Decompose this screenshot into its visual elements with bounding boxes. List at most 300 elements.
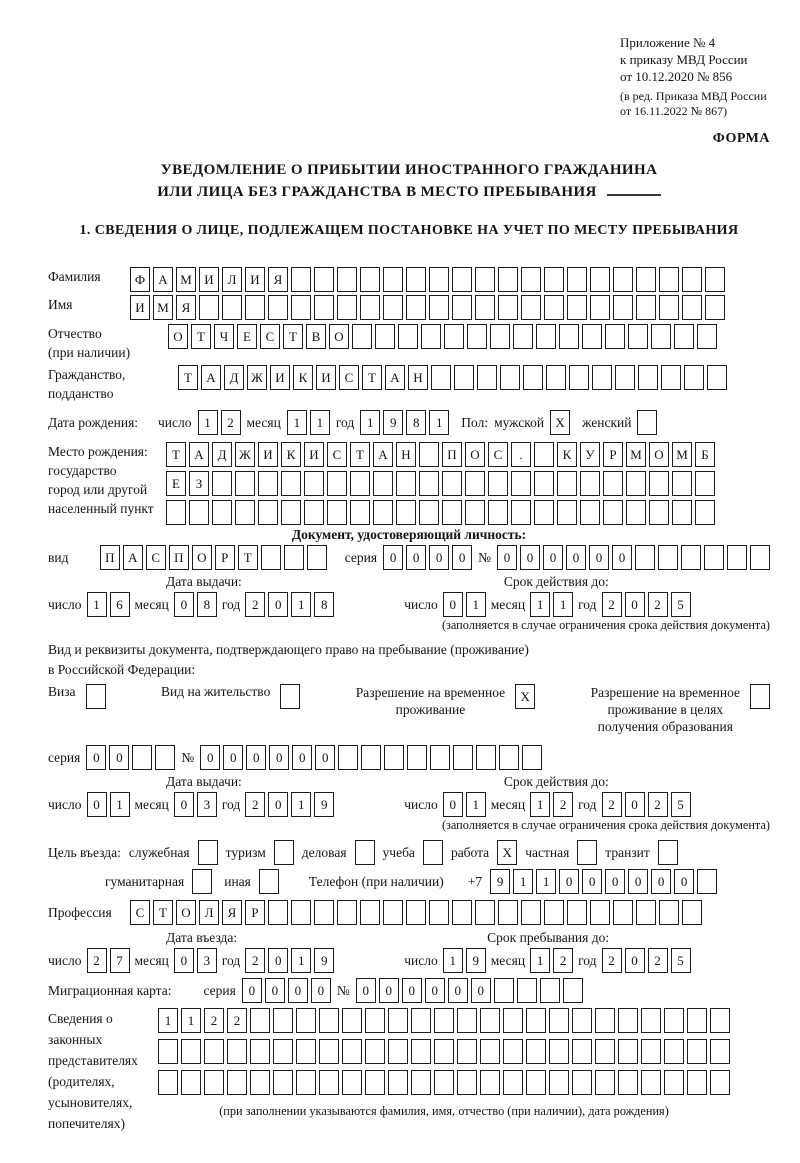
char-cell[interactable] <box>480 1070 500 1095</box>
char-cell[interactable] <box>595 1008 615 1033</box>
char-cell[interactable] <box>429 900 449 925</box>
char-cell[interactable]: Я <box>268 267 288 292</box>
char-cell[interactable]: 0 <box>651 869 671 894</box>
char-cell[interactable] <box>132 745 152 770</box>
char-cell[interactable]: Л <box>222 267 242 292</box>
char-cell[interactable] <box>361 745 381 770</box>
char-cell[interactable] <box>181 1070 201 1095</box>
char-cell[interactable] <box>284 545 304 570</box>
char-cell[interactable] <box>273 1070 293 1095</box>
char-cell[interactable]: И <box>270 365 290 390</box>
char-cell[interactable] <box>365 1039 385 1064</box>
char-cell[interactable]: В <box>306 324 326 349</box>
char-cell[interactable]: 1 <box>443 948 463 973</box>
char-cell[interactable] <box>705 295 725 320</box>
purpose-transit-checkbox-cell[interactable] <box>658 840 678 865</box>
char-cell[interactable]: 2 <box>245 792 265 817</box>
char-cell[interactable]: 5 <box>671 792 691 817</box>
char-cell[interactable]: 0 <box>520 545 540 570</box>
char-cell[interactable] <box>261 545 281 570</box>
char-cell[interactable] <box>258 471 278 496</box>
char-cell[interactable]: 8 <box>314 592 334 617</box>
char-cell[interactable]: Д <box>224 365 244 390</box>
char-cell[interactable]: 2 <box>553 792 573 817</box>
char-cell[interactable]: О <box>192 545 212 570</box>
char-cell[interactable] <box>452 900 472 925</box>
char-cell[interactable] <box>638 365 658 390</box>
char-cell[interactable] <box>672 471 692 496</box>
char-cell[interactable] <box>296 1070 316 1095</box>
char-cell[interactable]: 0 <box>174 592 194 617</box>
char-cell[interactable] <box>373 500 393 525</box>
char-cell[interactable]: Ж <box>247 365 267 390</box>
char-cell[interactable]: 0 <box>288 978 308 1003</box>
char-cell[interactable] <box>664 1008 684 1033</box>
char-cell[interactable] <box>337 900 357 925</box>
char-cell[interactable] <box>517 978 537 1003</box>
char-cell[interactable] <box>442 500 462 525</box>
char-cell[interactable] <box>365 1070 385 1095</box>
char-cell[interactable] <box>398 324 418 349</box>
char-cell[interactable]: 1 <box>198 410 218 435</box>
char-cell[interactable] <box>350 471 370 496</box>
char-cell[interactable]: 2 <box>87 948 107 973</box>
char-cell[interactable]: Р <box>215 545 235 570</box>
char-cell[interactable] <box>457 1070 477 1095</box>
char-cell[interactable]: 0 <box>87 792 107 817</box>
char-cell[interactable] <box>521 900 541 925</box>
purpose-private-checkbox-cell[interactable] <box>577 840 597 865</box>
char-cell[interactable]: 0 <box>471 978 491 1003</box>
char-cell[interactable] <box>557 500 577 525</box>
char-cell[interactable] <box>457 1008 477 1033</box>
char-cell[interactable]: 0 <box>559 869 579 894</box>
char-cell[interactable]: 0 <box>612 545 632 570</box>
char-cell[interactable] <box>595 1070 615 1095</box>
char-cell[interactable] <box>452 267 472 292</box>
char-cell[interactable]: 2 <box>648 592 668 617</box>
char-cell[interactable]: . <box>511 442 531 467</box>
char-cell[interactable] <box>296 1039 316 1064</box>
sex-male-checkbox-cell[interactable]: X <box>550 410 570 435</box>
char-cell[interactable] <box>158 1070 178 1095</box>
char-cell[interactable] <box>419 500 439 525</box>
char-cell[interactable]: 0 <box>452 545 472 570</box>
char-cell[interactable]: М <box>626 442 646 467</box>
char-cell[interactable] <box>480 1039 500 1064</box>
char-cell[interactable] <box>618 1008 638 1033</box>
char-cell[interactable] <box>603 500 623 525</box>
char-cell[interactable]: 0 <box>448 978 468 1003</box>
char-cell[interactable]: 2 <box>602 792 622 817</box>
char-cell[interactable] <box>360 267 380 292</box>
char-cell[interactable] <box>235 471 255 496</box>
char-cell[interactable] <box>641 1039 661 1064</box>
char-cell[interactable] <box>250 1039 270 1064</box>
char-cell[interactable]: Я <box>176 295 196 320</box>
char-cell[interactable] <box>245 295 265 320</box>
char-cell[interactable] <box>626 500 646 525</box>
char-cell[interactable] <box>360 295 380 320</box>
char-cell[interactable] <box>659 267 679 292</box>
char-cell[interactable] <box>434 1039 454 1064</box>
char-cell[interactable]: 2 <box>221 410 241 435</box>
char-cell[interactable] <box>227 1039 247 1064</box>
char-cell[interactable]: 0 <box>223 745 243 770</box>
char-cell[interactable]: 5 <box>671 592 691 617</box>
char-cell[interactable] <box>342 1008 362 1033</box>
char-cell[interactable]: 1 <box>181 1008 201 1033</box>
char-cell[interactable] <box>697 324 717 349</box>
char-cell[interactable]: Т <box>350 442 370 467</box>
char-cell[interactable] <box>476 745 496 770</box>
char-cell[interactable] <box>342 1070 362 1095</box>
char-cell[interactable] <box>204 1039 224 1064</box>
char-cell[interactable] <box>314 900 334 925</box>
char-cell[interactable] <box>526 1070 546 1095</box>
char-cell[interactable] <box>383 900 403 925</box>
char-cell[interactable] <box>636 295 656 320</box>
purpose-other-checkbox-cell[interactable] <box>259 869 279 894</box>
char-cell[interactable]: И <box>316 365 336 390</box>
char-cell[interactable]: 1 <box>110 792 130 817</box>
char-cell[interactable]: 0 <box>628 869 648 894</box>
char-cell[interactable]: 2 <box>245 948 265 973</box>
char-cell[interactable] <box>383 267 403 292</box>
char-cell[interactable] <box>337 295 357 320</box>
char-cell[interactable]: К <box>293 365 313 390</box>
char-cell[interactable]: 2 <box>227 1008 247 1033</box>
char-cell[interactable] <box>307 545 327 570</box>
char-cell[interactable] <box>498 295 518 320</box>
char-cell[interactable] <box>281 471 301 496</box>
char-cell[interactable] <box>250 1008 270 1033</box>
char-cell[interactable] <box>750 545 770 570</box>
char-cell[interactable]: М <box>153 295 173 320</box>
char-cell[interactable] <box>651 324 671 349</box>
char-cell[interactable]: 0 <box>268 948 288 973</box>
char-cell[interactable] <box>522 745 542 770</box>
char-cell[interactable] <box>319 1070 339 1095</box>
char-cell[interactable]: 0 <box>86 745 106 770</box>
char-cell[interactable] <box>465 471 485 496</box>
char-cell[interactable] <box>500 365 520 390</box>
char-cell[interactable]: Я <box>222 900 242 925</box>
char-cell[interactable]: 2 <box>648 948 668 973</box>
char-cell[interactable]: 1 <box>291 592 311 617</box>
char-cell[interactable] <box>710 1039 730 1064</box>
char-cell[interactable]: Т <box>191 324 211 349</box>
char-cell[interactable] <box>603 471 623 496</box>
char-cell[interactable] <box>158 1039 178 1064</box>
char-cell[interactable] <box>536 324 556 349</box>
char-cell[interactable] <box>338 745 358 770</box>
char-cell[interactable] <box>291 267 311 292</box>
char-cell[interactable] <box>549 1008 569 1033</box>
char-cell[interactable] <box>431 365 451 390</box>
char-cell[interactable] <box>710 1008 730 1033</box>
char-cell[interactable]: 1 <box>287 410 307 435</box>
char-cell[interactable]: З <box>189 471 209 496</box>
char-cell[interactable] <box>649 500 669 525</box>
char-cell[interactable]: Ф <box>130 267 150 292</box>
char-cell[interactable]: С <box>327 442 347 467</box>
char-cell[interactable] <box>682 900 702 925</box>
char-cell[interactable] <box>580 471 600 496</box>
char-cell[interactable]: У <box>580 442 600 467</box>
char-cell[interactable]: Е <box>166 471 186 496</box>
char-cell[interactable]: 1 <box>553 592 573 617</box>
char-cell[interactable] <box>388 1008 408 1033</box>
char-cell[interactable]: 7 <box>110 948 130 973</box>
char-cell[interactable]: Т <box>238 545 258 570</box>
char-cell[interactable] <box>477 365 497 390</box>
char-cell[interactable] <box>327 500 347 525</box>
char-cell[interactable] <box>727 545 747 570</box>
char-cell[interactable]: 0 <box>543 545 563 570</box>
char-cell[interactable]: С <box>260 324 280 349</box>
char-cell[interactable] <box>649 471 669 496</box>
char-cell[interactable] <box>411 1039 431 1064</box>
char-cell[interactable] <box>563 978 583 1003</box>
char-cell[interactable]: 6 <box>110 592 130 617</box>
char-cell[interactable] <box>595 1039 615 1064</box>
char-cell[interactable]: 0 <box>242 978 262 1003</box>
char-cell[interactable]: И <box>245 267 265 292</box>
char-cell[interactable] <box>572 1070 592 1095</box>
char-cell[interactable] <box>503 1008 523 1033</box>
char-cell[interactable]: 0 <box>265 978 285 1003</box>
char-cell[interactable]: 9 <box>314 948 334 973</box>
char-cell[interactable] <box>457 1039 477 1064</box>
char-cell[interactable] <box>523 365 543 390</box>
char-cell[interactable]: 3 <box>197 948 217 973</box>
char-cell[interactable] <box>319 1039 339 1064</box>
char-cell[interactable] <box>337 267 357 292</box>
char-cell[interactable]: Ч <box>214 324 234 349</box>
char-cell[interactable] <box>567 900 587 925</box>
char-cell[interactable] <box>488 471 508 496</box>
char-cell[interactable]: Л <box>199 900 219 925</box>
char-cell[interactable]: 0 <box>406 545 426 570</box>
char-cell[interactable] <box>546 365 566 390</box>
char-cell[interactable] <box>626 471 646 496</box>
char-cell[interactable] <box>327 471 347 496</box>
char-cell[interactable] <box>268 900 288 925</box>
char-cell[interactable]: 0 <box>379 978 399 1003</box>
char-cell[interactable]: 2 <box>602 948 622 973</box>
char-cell[interactable] <box>406 295 426 320</box>
char-cell[interactable]: 1 <box>530 948 550 973</box>
char-cell[interactable]: 0 <box>625 592 645 617</box>
char-cell[interactable] <box>444 324 464 349</box>
char-cell[interactable] <box>664 1070 684 1095</box>
char-cell[interactable] <box>235 500 255 525</box>
char-cell[interactable] <box>384 745 404 770</box>
char-cell[interactable]: С <box>339 365 359 390</box>
char-cell[interactable] <box>704 545 724 570</box>
char-cell[interactable]: 9 <box>383 410 403 435</box>
char-cell[interactable] <box>503 1070 523 1095</box>
char-cell[interactable] <box>681 545 701 570</box>
purpose-business-checkbox-cell[interactable] <box>355 840 375 865</box>
char-cell[interactable] <box>430 745 450 770</box>
char-cell[interactable]: 0 <box>174 948 194 973</box>
char-cell[interactable] <box>475 900 495 925</box>
char-cell[interactable] <box>388 1039 408 1064</box>
residence-permit-checkbox-cell[interactable] <box>280 684 300 709</box>
char-cell[interactable] <box>682 267 702 292</box>
char-cell[interactable]: 0 <box>582 869 602 894</box>
purpose-official-checkbox-cell[interactable] <box>198 840 218 865</box>
char-cell[interactable] <box>572 1008 592 1033</box>
char-cell[interactable] <box>199 295 219 320</box>
char-cell[interactable] <box>661 365 681 390</box>
char-cell[interactable] <box>582 324 602 349</box>
char-cell[interactable]: 0 <box>625 948 645 973</box>
char-cell[interactable]: К <box>281 442 301 467</box>
char-cell[interactable]: Н <box>396 442 416 467</box>
char-cell[interactable] <box>544 900 564 925</box>
char-cell[interactable] <box>350 500 370 525</box>
char-cell[interactable] <box>511 471 531 496</box>
char-cell[interactable]: 0 <box>429 545 449 570</box>
char-cell[interactable] <box>258 500 278 525</box>
char-cell[interactable] <box>419 442 439 467</box>
visa-checkbox-cell[interactable] <box>86 684 106 709</box>
char-cell[interactable]: О <box>168 324 188 349</box>
char-cell[interactable] <box>590 295 610 320</box>
char-cell[interactable] <box>534 471 554 496</box>
char-cell[interactable] <box>273 1039 293 1064</box>
char-cell[interactable]: 1 <box>466 592 486 617</box>
char-cell[interactable]: 9 <box>490 869 510 894</box>
char-cell[interactable]: Т <box>178 365 198 390</box>
char-cell[interactable]: 0 <box>589 545 609 570</box>
char-cell[interactable] <box>434 1070 454 1095</box>
char-cell[interactable] <box>687 1008 707 1033</box>
char-cell[interactable]: 0 <box>605 869 625 894</box>
char-cell[interactable] <box>521 267 541 292</box>
char-cell[interactable]: И <box>304 442 324 467</box>
char-cell[interactable]: 2 <box>245 592 265 617</box>
char-cell[interactable] <box>419 471 439 496</box>
char-cell[interactable] <box>406 900 426 925</box>
char-cell[interactable] <box>572 1039 592 1064</box>
char-cell[interactable] <box>534 442 554 467</box>
char-cell[interactable] <box>567 295 587 320</box>
char-cell[interactable] <box>618 1070 638 1095</box>
char-cell[interactable]: А <box>123 545 143 570</box>
char-cell[interactable] <box>672 500 692 525</box>
char-cell[interactable] <box>454 365 474 390</box>
purpose-tourism-checkbox-cell[interactable] <box>274 840 294 865</box>
char-cell[interactable] <box>421 324 441 349</box>
char-cell[interactable] <box>452 295 472 320</box>
char-cell[interactable] <box>605 324 625 349</box>
char-cell[interactable]: 0 <box>315 745 335 770</box>
char-cell[interactable] <box>511 500 531 525</box>
char-cell[interactable] <box>453 745 473 770</box>
char-cell[interactable] <box>383 295 403 320</box>
char-cell[interactable] <box>659 900 679 925</box>
char-cell[interactable]: 2 <box>553 948 573 973</box>
char-cell[interactable]: А <box>201 365 221 390</box>
char-cell[interactable] <box>396 471 416 496</box>
char-cell[interactable] <box>695 471 715 496</box>
char-cell[interactable]: П <box>100 545 120 570</box>
char-cell[interactable] <box>592 365 612 390</box>
char-cell[interactable]: Ж <box>235 442 255 467</box>
char-cell[interactable] <box>222 295 242 320</box>
char-cell[interactable]: М <box>176 267 196 292</box>
char-cell[interactable]: Т <box>153 900 173 925</box>
char-cell[interactable]: 0 <box>674 869 694 894</box>
char-cell[interactable]: А <box>153 267 173 292</box>
char-cell[interactable]: С <box>146 545 166 570</box>
char-cell[interactable]: 0 <box>292 745 312 770</box>
char-cell[interactable] <box>513 324 533 349</box>
char-cell[interactable] <box>181 1039 201 1064</box>
char-cell[interactable]: 1 <box>536 869 556 894</box>
char-cell[interactable] <box>314 295 334 320</box>
temp-permit-checkbox-cell[interactable]: X <box>515 684 535 709</box>
char-cell[interactable]: 0 <box>402 978 422 1003</box>
char-cell[interactable]: И <box>130 295 150 320</box>
char-cell[interactable] <box>540 978 560 1003</box>
char-cell[interactable]: М <box>672 442 692 467</box>
char-cell[interactable]: Д <box>212 442 232 467</box>
char-cell[interactable] <box>613 295 633 320</box>
char-cell[interactable]: 0 <box>383 545 403 570</box>
char-cell[interactable] <box>189 500 209 525</box>
char-cell[interactable] <box>342 1039 362 1064</box>
char-cell[interactable] <box>360 900 380 925</box>
char-cell[interactable] <box>544 295 564 320</box>
char-cell[interactable] <box>166 500 186 525</box>
char-cell[interactable]: 0 <box>269 745 289 770</box>
char-cell[interactable] <box>373 471 393 496</box>
char-cell[interactable] <box>636 900 656 925</box>
char-cell[interactable] <box>636 267 656 292</box>
char-cell[interactable] <box>544 267 564 292</box>
char-cell[interactable]: 1 <box>87 592 107 617</box>
char-cell[interactable] <box>250 1070 270 1095</box>
char-cell[interactable] <box>682 295 702 320</box>
char-cell[interactable]: Т <box>166 442 186 467</box>
char-cell[interactable] <box>407 745 427 770</box>
char-cell[interactable] <box>707 365 727 390</box>
char-cell[interactable] <box>434 1008 454 1033</box>
char-cell[interactable] <box>388 1070 408 1095</box>
char-cell[interactable] <box>314 267 334 292</box>
char-cell[interactable] <box>580 500 600 525</box>
char-cell[interactable] <box>396 500 416 525</box>
char-cell[interactable]: С <box>130 900 150 925</box>
char-cell[interactable]: Е <box>237 324 257 349</box>
char-cell[interactable] <box>569 365 589 390</box>
char-cell[interactable]: С <box>488 442 508 467</box>
char-cell[interactable]: 0 <box>268 592 288 617</box>
char-cell[interactable]: 2 <box>648 792 668 817</box>
char-cell[interactable] <box>641 1070 661 1095</box>
char-cell[interactable] <box>615 365 635 390</box>
char-cell[interactable] <box>212 471 232 496</box>
char-cell[interactable]: 8 <box>197 592 217 617</box>
char-cell[interactable]: 0 <box>200 745 220 770</box>
char-cell[interactable] <box>705 267 725 292</box>
char-cell[interactable]: О <box>176 900 196 925</box>
